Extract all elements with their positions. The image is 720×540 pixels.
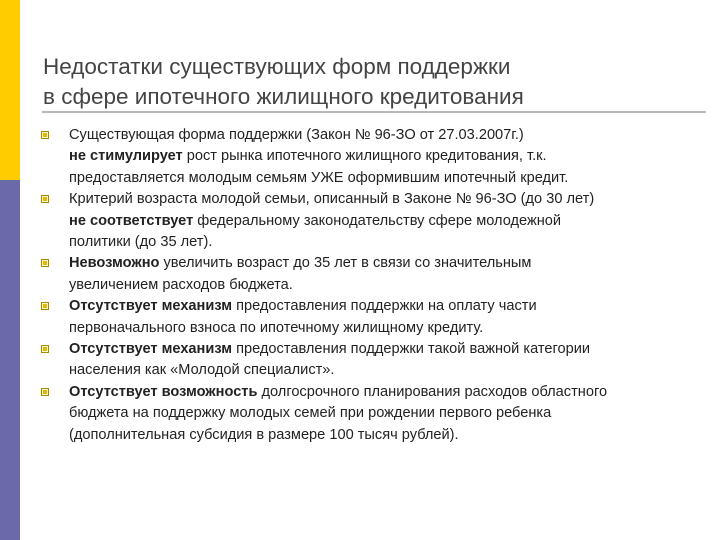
bullet-line: первоначального взноса по ипотечному жилищному кредиту. [69,319,484,336]
bullet-emphasis: Отсутствует возможность [69,383,258,400]
bullet-item-6 [41,382,681,446]
square-bullet-icon [41,388,49,396]
square-bullet-icon [41,345,49,353]
bullet-item-5 [41,339,681,382]
bullet-line [69,296,681,317]
bullet-line [69,339,681,360]
bullet-item-4 [41,296,681,339]
slide-title-line-1: Недостатки существующих форм поддержки [43,54,511,79]
bullet-emphasis: Отсутствует механизм [69,341,233,358]
bullet-line [69,382,681,403]
square-bullet-icon [41,195,49,203]
bullet-line: бюджета на поддержку молодых семей при рождении первого ребенка [69,405,552,422]
bullet-line [69,253,681,274]
bullet-line: населения как «Молодой специалист». [69,362,335,379]
bullet-list [41,125,681,446]
bullet-emphasis: не стимулирует [69,148,183,165]
slide-title-line-2: в сфере ипотечного жилищного кредитования [43,84,524,109]
bullet-emphasis: Отсутствует механизм [69,298,233,315]
bullet-text: предоставления поддержки на оплату части [232,298,537,315]
square-bullet-icon [41,259,49,267]
bullet-text: предоставления поддержки такой важной категории [232,341,591,358]
bullet-line [69,211,681,232]
bullet-emphasis: не соответствует [69,212,194,229]
bullet-text: рост рынка ипотечного жилищного кредитования, т.к. [182,148,547,165]
title-divider [42,111,706,113]
bullet-item-3 [41,253,681,296]
bullet-item-2 [41,189,681,253]
bullet-text: увеличить возраст до 35 лет в связи со значительным [159,255,532,272]
bullet-line: увеличением расходов бюджета. [69,276,293,293]
square-bullet-icon [41,302,49,310]
bullet-text: долгосрочного планирования расходов областного [257,383,608,400]
bullet-item-1 [41,125,681,189]
decorative-side-bar [0,0,20,540]
side-bar-blue-segment [0,180,20,540]
bullet-line: Существующая форма поддержки (Закон № 96-ЗО от 27.03.2007г.) [69,127,524,143]
bullet-line: (дополнительная субсидия в размере 100 тысяч рублей). [69,426,459,443]
bullet-line: предоставляется молодым семьям УЖЕ оформившим ипотечный кредит. [69,169,569,186]
slide-title [43,52,683,112]
square-bullet-icon [41,131,49,139]
side-bar-yellow-segment [0,0,20,180]
bullet-line [69,146,681,167]
bullet-emphasis: Невозможно [69,255,160,272]
bullet-line: политики (до 35 лет). [69,234,213,251]
bullet-line: Критерий возраста молодой семьи, описанный в Законе № 96-ЗО (до 30 лет) [69,191,595,208]
bullet-text: федеральному законодательству сфере молодежной [193,212,562,229]
